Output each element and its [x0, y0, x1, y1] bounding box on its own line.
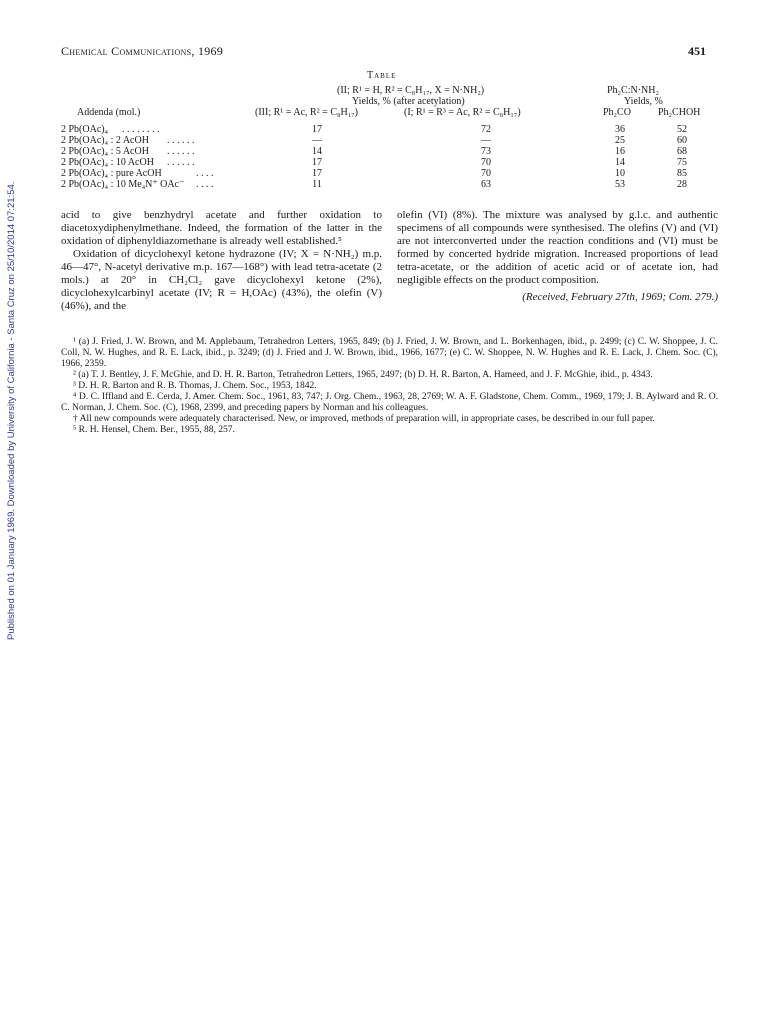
left-column	[61, 209, 382, 313]
ph2co-cell: 16	[615, 146, 625, 157]
ph2choh-cell: 75	[677, 157, 687, 168]
iii-yield-cell: 17	[312, 124, 322, 135]
footnotes	[61, 337, 718, 436]
leader-dots: . . . .	[196, 168, 214, 179]
table-header-iii: (III; R¹ = Ac, R² = C₈H₁₇)	[255, 107, 359, 118]
i-yield-cell: 63	[481, 179, 491, 190]
i-yield-cell: 70	[481, 157, 491, 168]
leader-dots: . . . . . .	[167, 135, 195, 146]
iii-yield-cell: —	[312, 135, 322, 146]
table-header-ii: (II; R¹ = H, R² = C₈H₁₇, X = N·NH₂)	[337, 85, 485, 96]
footnote-2: ² (a) T. J. Bentley, J. F. McGhie, and D. H. R. Barton, Tetrahedron Letters, 1965, 2497; (b) D. H. R. Barton, A. Hameed, and J. F. McGhie, ibid., p. 4343.	[73, 370, 653, 380]
leader-dots: . . . . . .	[167, 146, 195, 157]
table-header-ph2c: Ph₂C:N·NH₂	[607, 85, 659, 96]
i-yield-cell: 73	[481, 146, 491, 157]
addenda-cell: 2 Pb(OAc)₄ : 5 AcOH	[61, 146, 149, 157]
leader-dots: . . . .	[196, 179, 214, 190]
addenda-cell: 2 Pb(OAc)₄	[61, 124, 109, 135]
table-caption: Table	[367, 70, 397, 81]
page-number: 451	[688, 44, 706, 58]
footnote-1: ¹ (a) J. Fried, J. W. Brown, and M. Applebaum, Tetrahedron Letters, 1965, 849; (b) J. Fried, J. W. Brown, and L. Borkenhagen, ibid., p. 2499; (c) C. W. Shoppee, J. C. Coll, N. W. Hughes, and R. E. Lack, ibid., p. 3249; (d) J. Fried and J. W. Brown, ibid., 1966, 1677; (e) C. W. Shoppee, N. W. Hughes and R. E. Lack, J. Chem. Soc. (C), 1966, 2359.	[61, 337, 718, 369]
table-header-ph2c-yields: Yields, %	[624, 96, 663, 107]
right-column	[397, 209, 718, 304]
ph2co-cell: 10	[615, 168, 625, 179]
footnote-4: ⁴ D. C. Iffland and E. Cerda, J. Amer. Chem. Soc., 1961, 83, 747; J. Org. Chem., 1963, 28, 2769; W. A. F. Gladstone, Chem. Comm., 1969, 179; J. B. Aylward and R. O. C. Norman, J. Chem. Soc. (C), 1968, 2399, and preceding papers by Norman and his colleagues.	[61, 392, 718, 413]
table-header-ph2co: Ph₂CO	[603, 107, 631, 118]
footnote-5: ⁵ R. H. Hensel, Chem. Ber., 1955, 88, 257.	[73, 425, 235, 435]
iii-yield-cell: 17	[312, 157, 322, 168]
footnote-3: ³ D. H. R. Barton and R. B. Thomas, J. Chem. Soc., 1953, 1842.	[73, 381, 317, 391]
table-header-i: (I; R¹ = R³ = Ac, R² = C₈H₁₇)	[404, 107, 521, 118]
table-header-yields-acetylation: Yields, % (after acetylation)	[352, 96, 465, 107]
received-line: (Received, February 27th, 1969; Com. 279.)	[522, 291, 718, 303]
ph2choh-cell: 60	[677, 135, 687, 146]
table-header-ph2choh: Ph₂CHOH	[658, 107, 701, 118]
ph2choh-cell: 52	[677, 124, 687, 135]
ph2co-cell: 53	[615, 179, 625, 190]
ph2co-cell: 14	[615, 157, 625, 168]
i-yield-cell: 70	[481, 168, 491, 179]
footnote-dagger: † All new compounds were adequately characterised. New, or improved, methods of preparation will, in appropriate cases, be described in our full paper.	[73, 414, 655, 424]
ph2choh-cell: 85	[677, 168, 687, 179]
ph2co-cell: 36	[615, 124, 625, 135]
iii-yield-cell: 14	[312, 146, 322, 157]
right-paragraph-1: olefin (VI) (8%). The mixture was analysed by g.l.c. and authentic specimens of all compounds were synthesised. The olefins (V) and (VI) are not interconverted under the reaction conditions and (VI) must be formed by concerted hydride migration. Increased proportions of lead tetra-acetate, or the addition of acetic acid or of acetate ion, had negligible effects on the product composition.	[397, 209, 718, 286]
ph2choh-cell: 28	[677, 179, 687, 190]
left-paragraph-1: acid to give benzhydryl acetate and further oxidation to diacetoxydiphenylmethane. Indeed, the formation of the latter in the oxidation of diphenyldiazomethane is already well established.⁵	[61, 209, 382, 247]
addenda-cell: 2 Pb(OAc)₄ : 10 AcOH	[61, 157, 154, 168]
addenda-cell: 2 Pb(OAc)₄ : 10 Me₄N⁺ OAc⁻	[61, 179, 185, 190]
download-watermark: Published on 01 January 1969. Downloaded by University of California - Santa Cruz on 25/10/2014 07:21:54.	[6, 181, 17, 640]
i-yield-cell: —	[481, 135, 491, 146]
left-paragraph-2: Oxidation of dicyclohexyl ketone hydrazone (IV; X = N·NH₂) m.p. 46—47°, N-acetyl derivative m.p. 167—168°) with lead tetra-acetate (2 mols.) at 20° in CH₂Cl₂ gave dicyclohexyl ketone (2%), dicyclohexylcarbinyl acetate (IV; R = H,OAc) (43%), the olefin (V) (46%), and the	[61, 248, 382, 312]
addenda-cell: 2 Pb(OAc)₄ : 2 AcOH	[61, 135, 149, 146]
table-header-addenda: Addenda (mol.)	[77, 107, 141, 118]
ph2co-cell: 25	[615, 135, 625, 146]
leader-dots: . . . . . . . .	[122, 124, 160, 135]
addenda-cell: 2 Pb(OAc)₄ : pure AcOH	[61, 168, 162, 179]
running-head: Chemical Communications, 1969	[61, 44, 224, 58]
leader-dots: . . . . . .	[167, 157, 195, 168]
i-yield-cell: 72	[481, 124, 491, 135]
ph2choh-cell: 68	[677, 146, 687, 157]
iii-yield-cell: 11	[312, 179, 322, 190]
iii-yield-cell: 17	[312, 168, 322, 179]
